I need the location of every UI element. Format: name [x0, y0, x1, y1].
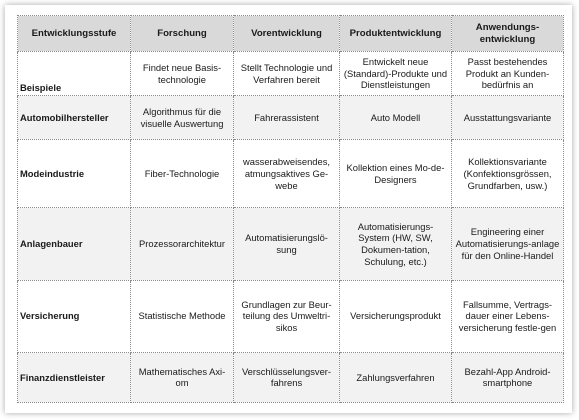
header-phase-anwendungsentwicklung: Anwendungs-entwicklung: [452, 16, 564, 52]
table-cell: Bezahl-App Android-smartphone: [452, 352, 564, 402]
table-cell: Ausstattungsvariante: [452, 96, 564, 140]
phase-description-cell: Findet neue Basis-technologie: [131, 52, 234, 96]
header-row: [18, 16, 564, 52]
header-phase-produktentwicklung: Produktentwicklung: [340, 16, 452, 52]
table-cell: Auto Modell: [340, 96, 452, 140]
table-row: [18, 140, 564, 208]
row-label: Automobilhersteller: [18, 96, 131, 140]
header-phase-forschung: Forschung: [131, 16, 234, 52]
table-row: [18, 208, 564, 280]
row-label: Modeindustrie: [18, 140, 131, 208]
table-row: [18, 352, 564, 402]
table-row: [18, 280, 564, 352]
table-cell: Zahlungsverfahren: [340, 352, 452, 402]
table-cell: Fiber-Technologie: [131, 140, 234, 208]
table-cell: Algorithmus für die visuelle Auswertung: [131, 96, 234, 140]
table-cell: Statistische Methode: [131, 280, 234, 352]
table-row: [18, 96, 564, 140]
example-label: Beispiele: [18, 52, 131, 96]
table-cell: Versicherungsprodukt: [340, 280, 452, 352]
row-label: Versicherung: [18, 280, 131, 352]
header-entwicklungsstufe: Entwicklungsstufe: [18, 16, 131, 52]
table-cell: Engineering einer Automatisierungs-anlage für den Online-Handel: [452, 208, 564, 280]
phase-description-cell: Entwickelt neue (Standard)-Produkte und Dienstleistungen: [340, 52, 452, 96]
table-cell: Mathematisches Axi-om: [131, 352, 234, 402]
row-label: Anlagenbauer: [18, 208, 131, 280]
table-cell: Kollektionsvariante (Konfektionsgrössen, Grundfarben, usw.): [452, 140, 564, 208]
phase-description-cell: Stellt Technologie und Verfahren bereit: [234, 52, 340, 96]
row-label: Finanzdienstleister: [18, 352, 131, 402]
table-cell: Automatisierungs-System (HW, SW, Dokumen-tation, Schulung, etc.): [340, 208, 452, 280]
table-cell: Prozessorarchitektur: [131, 208, 234, 280]
example-description-row: [18, 52, 564, 96]
table-cell: Kollektion eines Mo-de-Designers: [340, 140, 452, 208]
table-cell: Verschlüsselungsver-fahrens: [234, 352, 340, 402]
table-cell: Fahrerassistent: [234, 96, 340, 140]
table-cell: wasserabweisendes, atmungsaktives Ge-webe: [234, 140, 340, 208]
header-phase-vorentwicklung: Vorentwicklung: [234, 16, 340, 52]
document-frame: [5, 5, 572, 413]
development-stage-table: [17, 15, 564, 403]
phase-description-cell: Passt bestehendes Produkt an Kunden-bedürfnis an: [452, 52, 564, 96]
table-cell: Fallsumme, Vertrags-dauer einer Lebens-versicherung festle-gen: [452, 280, 564, 352]
table-cell: Grundlagen zur Beur-teilung des Umweltri-sikos: [234, 280, 340, 352]
table-cell: Automatisierungslö-sung: [234, 208, 340, 280]
